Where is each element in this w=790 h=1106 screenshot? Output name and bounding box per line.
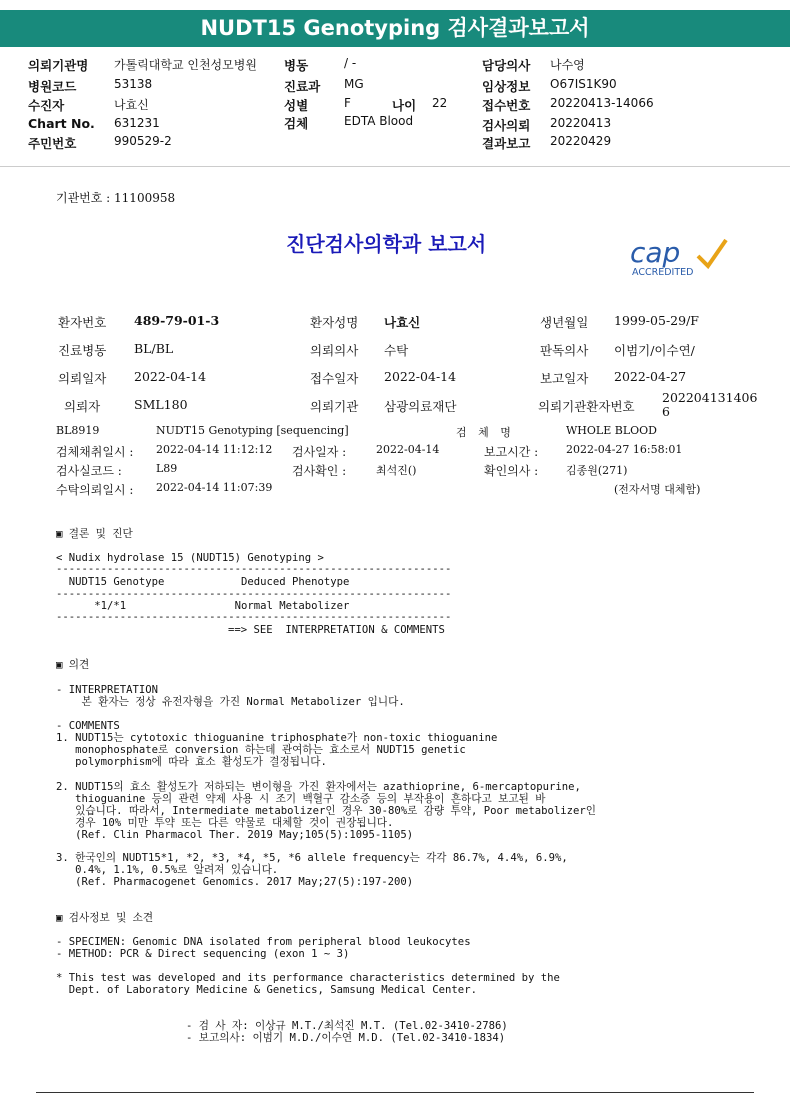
lab-code: L89 xyxy=(156,462,178,475)
meta-label: 수탁의뢰일시 : xyxy=(56,483,134,497)
doctor-label: 담당의사 xyxy=(482,58,531,73)
specimen-method-text: - SPECIMEN: Genomic DNA isolated from peripheral blood leukocytes - METHOD: PCR & Direct sequencing (exon 1 ~ 3) xyxy=(56,936,471,960)
age-value: 22 xyxy=(432,96,448,110)
see-interpretation: ==> SEE INTERPRETATION & COMMENTS xyxy=(228,624,445,636)
cap-accredited-logo xyxy=(628,234,728,278)
meta-label: 검사일자 : xyxy=(292,445,347,459)
comments-text: - COMMENTS 1. NUDT15는 cytotoxic thioguanine triphosphate가 non-toxic thioguanine monophosphate로 conversion 하는데 관여하는 효소로서 NUDT15 genetic polymorphism에 따라 효소 활성도가 결정됩니다. xyxy=(56,720,498,768)
hosp-code-value: 53138 xyxy=(114,77,153,91)
specimen-value: EDTA Blood xyxy=(344,114,414,128)
report-date-label: 결과보고 xyxy=(482,136,531,151)
interpretation-text: - INTERPRETATION 본 환자는 정상 유전자형을 가진 Normal Metabolizer 입니다. xyxy=(56,684,405,708)
report-header xyxy=(0,50,790,166)
section-test-info: ▣ 검사정보 및 소견 xyxy=(56,912,154,924)
meta-label: 검사실코드 : xyxy=(56,464,122,478)
field-label: 의뢰의사 xyxy=(310,343,359,358)
req-org-label: 의뢰기관명 xyxy=(28,58,89,73)
inst-patient-no-cont: 6 xyxy=(662,404,670,419)
institution-number: 기관번호 : 11100958 xyxy=(56,191,176,205)
receipt-date-value: 2022-04-14 xyxy=(384,369,457,384)
dept-value: MG xyxy=(344,77,364,91)
ward-value: BL/BL xyxy=(134,341,174,356)
chart-value: 631231 xyxy=(114,116,160,130)
divider-line: -------------------------------------------------------------- xyxy=(56,588,452,600)
report-banner-title: NUDT15 Genotyping 검사결과보고서 xyxy=(0,10,790,47)
genotype-table-row: *1/*1 Normal Metabolizer xyxy=(56,600,350,612)
footer-line xyxy=(36,1092,754,1093)
sex-value: F xyxy=(344,96,351,110)
comment-3-text: 3. 한국인의 NUDT15*1, *2, *3, *4, *5, *6 allele frequency는 각각 86.7%, 4.4%, 6.9%, 0.4%, 1.1%, 0.5%로 알려져 있습니다. (Ref. Pharmacogenet Genomics. 2017 May;27(5):197-200) xyxy=(56,852,568,888)
rrn-value: 990529-2 xyxy=(114,134,172,148)
req-org-value: 가톨릭대학교 인천성모병원 xyxy=(114,58,257,72)
meta-label: 검체채취일시 : xyxy=(56,445,134,459)
ward-value: / - xyxy=(344,56,357,70)
requester-value: SML180 xyxy=(134,397,188,412)
test-name: NUDT15 Genotyping [sequencing] xyxy=(156,424,349,437)
req-date-value: 2022-04-14 xyxy=(134,369,207,384)
test-code: BL8919 xyxy=(56,424,100,437)
e-signature-note: (전자서명 대체함) xyxy=(614,483,701,496)
field-label: 보고일자 xyxy=(540,371,589,386)
clinical-value: O67IS1K90 xyxy=(550,77,617,91)
receipt-label: 접수번호 xyxy=(482,98,531,113)
reading-doctor-value: 이범기/이수연/ xyxy=(614,343,695,358)
inst-patient-no-value: 202204131406 xyxy=(662,390,758,405)
age-label: 나이 xyxy=(392,98,417,113)
chart-label: Chart No. xyxy=(28,116,95,131)
field-label: 의뢰일자 xyxy=(58,371,107,386)
cap-logo-subtext: ACCREDITED xyxy=(632,267,694,278)
divider-line: -------------------------------------------------------------- xyxy=(56,611,452,623)
dept-label: 진료과 xyxy=(284,79,321,94)
meta-label: 보고시간 : xyxy=(484,445,539,459)
req-institution-value: 삼광의료재단 xyxy=(384,399,457,414)
specimen-label: 검체 xyxy=(284,116,309,131)
field-label: 의뢰자 xyxy=(64,399,101,414)
collection-time: 2022-04-14 11:12:12 xyxy=(156,443,273,456)
req-date-label: 검사의뢰 xyxy=(482,118,531,133)
comment-2-text: 2. NUDT15의 효소 활성도가 저하되는 변이형을 가진 환자에서는 azathioprine, 6-mercaptopurine, thioguanine 등의 관련 약제 사용 시 조기 백혈구 감소증 등의 부작용이 흔하다고 보고된 바 있습니다. 따라서, Intermediate metabolizer인 경우 30-80%로 감량 투약, Poor metabolizer인 경우 10% 미만 투약 또는 다른 약물로 대체할 것이 권장됩니다. (Ref. Clin Pharmacol Ther. 2019 May;105(5):1095-1105) xyxy=(56,781,597,841)
field-label: 의뢰기관환자번호 xyxy=(538,399,635,414)
sample-value: WHOLE BLOOD xyxy=(566,424,657,437)
field-label: 환자번호 xyxy=(58,315,107,330)
report-date-value: 20220429 xyxy=(550,134,612,148)
test-confirm: 최석진() xyxy=(376,464,417,477)
ward-label: 병동 xyxy=(284,58,309,73)
doctor-value: 나수영 xyxy=(550,58,585,72)
test-development-note: * This test was developed and its performance characteristics determined by the Dept. of Laboratory Medicine & Genetics, Samsung Medical Center. xyxy=(56,972,560,996)
field-label: 생년월일 xyxy=(540,315,589,330)
field-label: 판독의사 xyxy=(540,343,589,358)
patient-value: 나효신 xyxy=(114,98,149,112)
receipt-value: 20220413-14066 xyxy=(550,96,654,110)
genotype-table-header: NUDT15 Genotype Deduced Phenotype xyxy=(56,576,350,588)
clinical-label: 임상정보 xyxy=(482,79,531,94)
req-doctor-value: 수탁 xyxy=(384,343,409,358)
birthdate-value: 1999-05-29/F xyxy=(614,313,699,328)
header-divider xyxy=(0,166,790,167)
divider-line: -------------------------------------------------------------- xyxy=(56,563,452,575)
signers-text: - 검 사 자: 이상규 M.T./최석진 M.T. (Tel.02-3410-2786) - 보고의사: 이범기 M.D./이수연 M.D. (Tel.02-3410-1834) xyxy=(186,1020,508,1044)
meta-label: 검사확인 : xyxy=(292,464,347,478)
meta-label: 확인의사 : xyxy=(484,464,539,478)
patient-id-value: 489-79-01-3 xyxy=(134,313,220,328)
section-opinion: ▣ 의견 xyxy=(56,659,90,671)
hosp-code-label: 병원코드 xyxy=(28,79,77,94)
report-time: 2022-04-27 16:58:01 xyxy=(566,443,683,456)
section-conclusion: ▣ 결론 및 진단 xyxy=(56,528,133,540)
conclusion-subtitle: < Nudix hydrolase 15 (NUDT15) Genotyping > xyxy=(56,552,324,564)
req-date-value: 20220413 xyxy=(550,116,612,130)
test-date: 2022-04-14 xyxy=(376,443,440,456)
field-label: 의뢰기관 xyxy=(310,399,359,414)
cap-logo-text: cap xyxy=(630,236,681,269)
report-title: 진단검사의학과 보고서 xyxy=(286,232,487,256)
patient-name-value: 나효신 xyxy=(384,315,421,330)
field-label: 진료병동 xyxy=(58,343,107,358)
rrn-label: 주민번호 xyxy=(28,136,77,151)
sex-label: 성별 xyxy=(284,98,309,113)
field-label: 환자성명 xyxy=(310,315,359,330)
report-date-value: 2022-04-27 xyxy=(614,369,687,384)
confirm-doctor: 김종원(271) xyxy=(566,464,628,477)
sample-label: 검 체 명 xyxy=(456,426,515,439)
commission-time: 2022-04-14 11:07:39 xyxy=(156,481,273,494)
patient-label: 수진자 xyxy=(28,98,65,113)
field-label: 접수일자 xyxy=(310,371,359,386)
